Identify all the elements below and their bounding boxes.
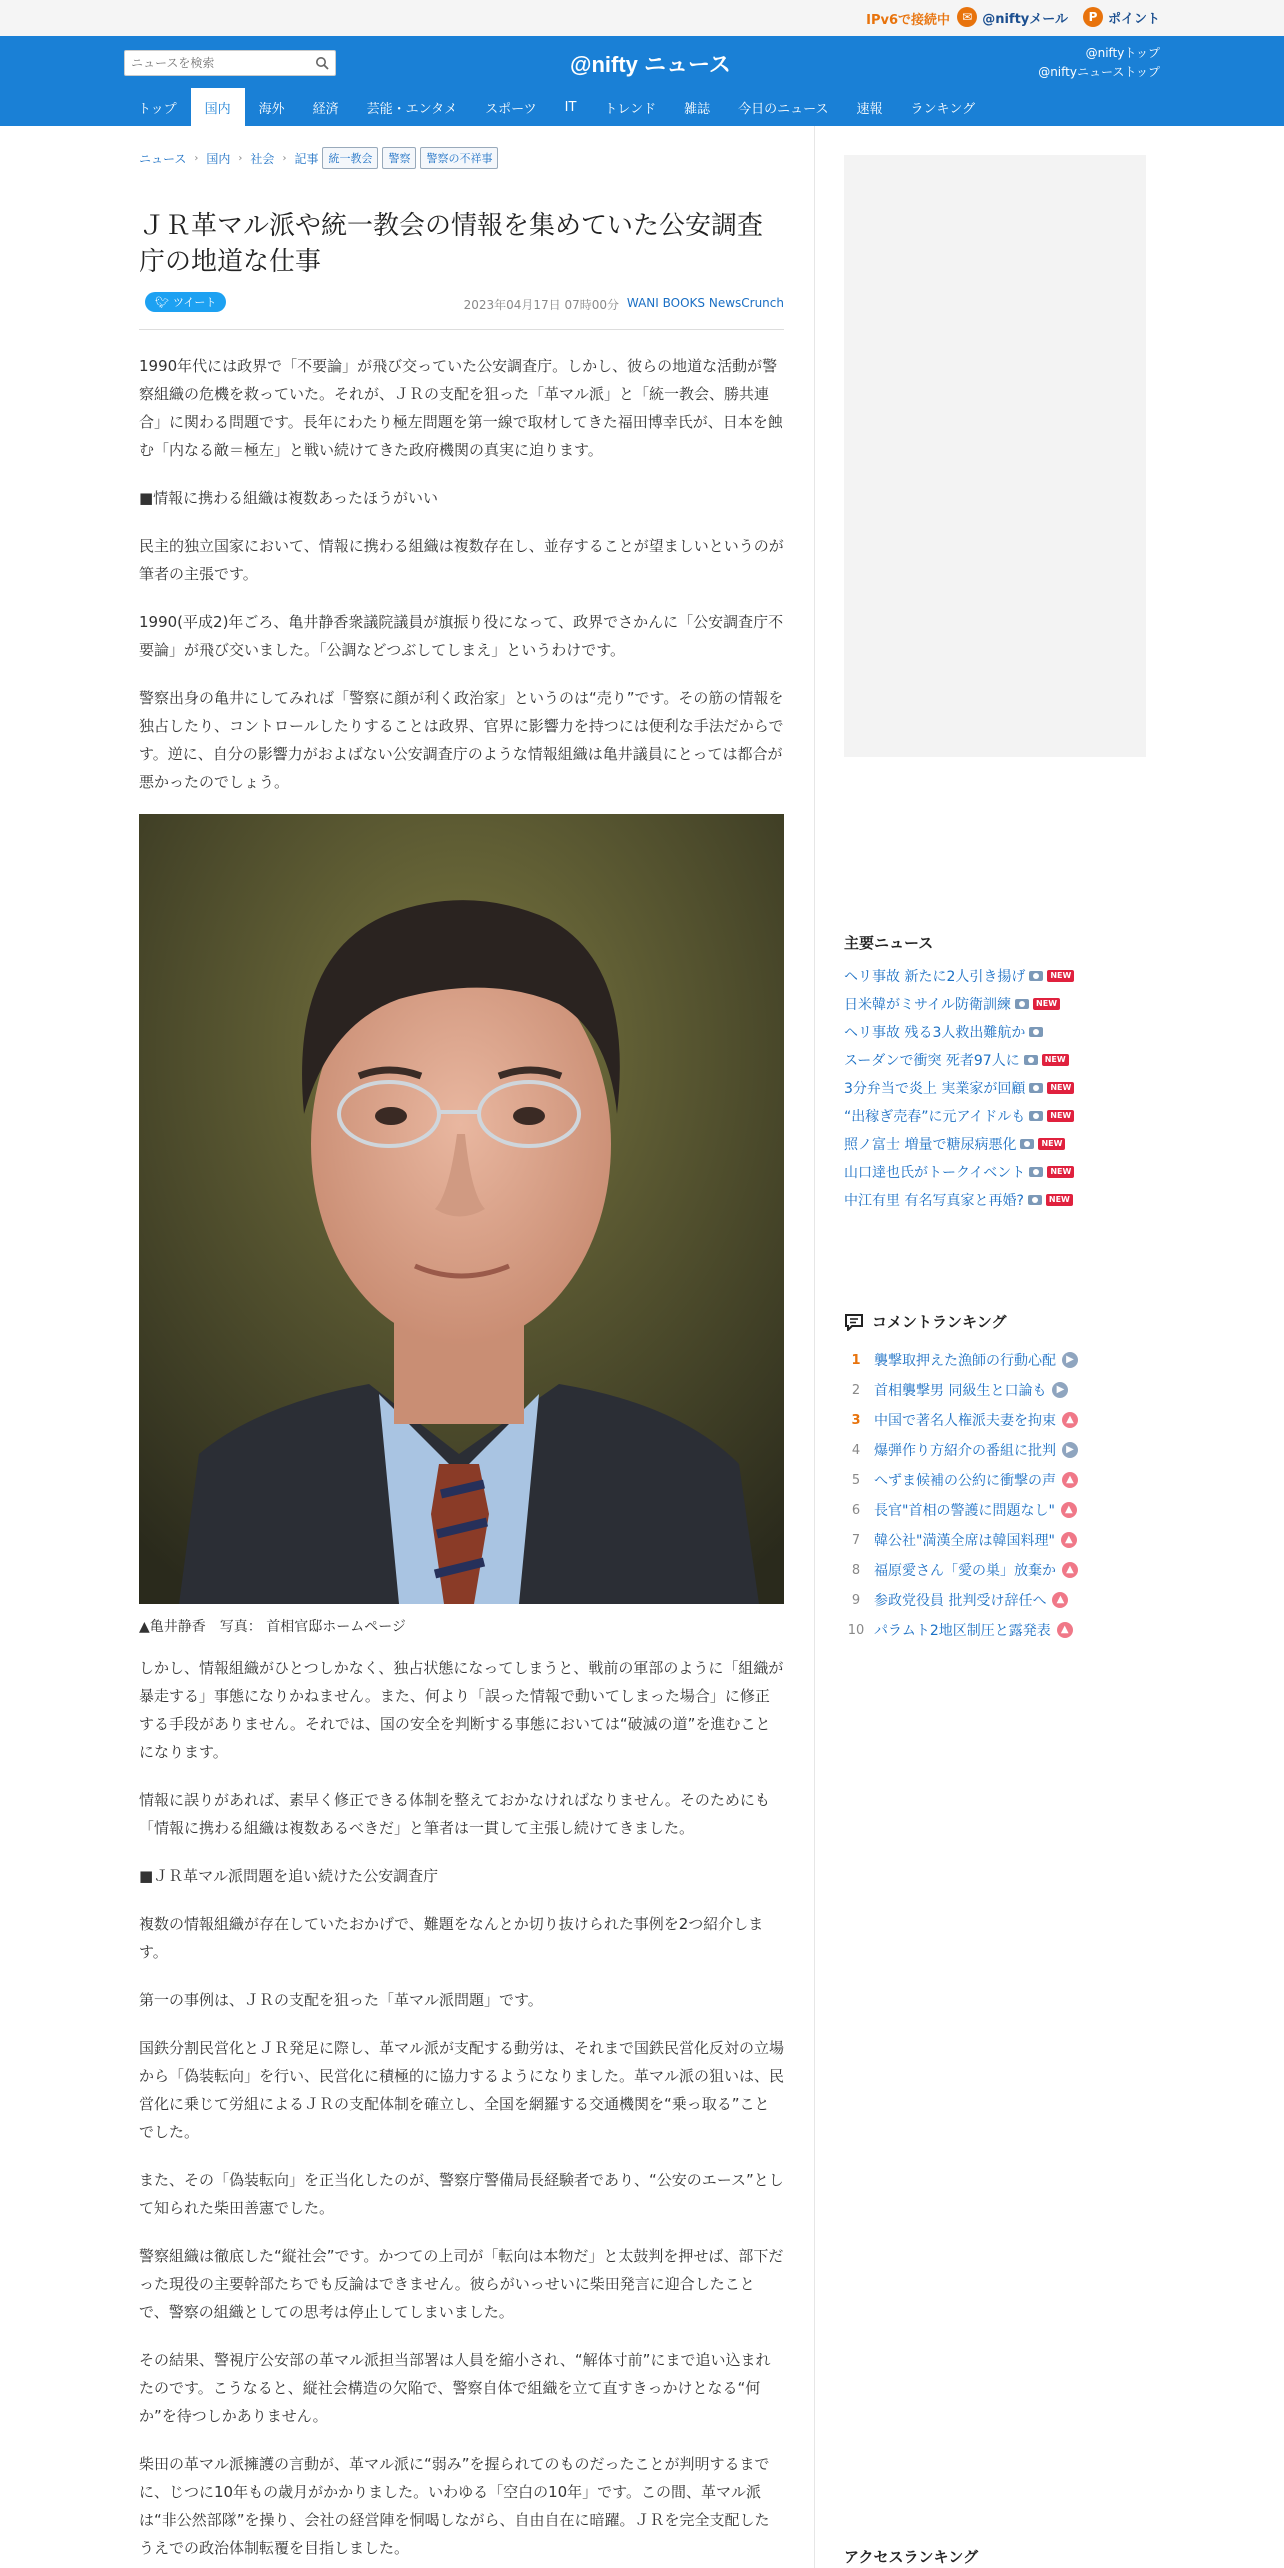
mail-icon: ✉	[957, 7, 977, 27]
trend-up-icon: ▲	[1061, 1502, 1077, 1518]
breadcrumb-item[interactable]: 社会	[250, 151, 275, 166]
article-photo	[139, 814, 784, 1604]
major-news-text: ヘリ事故 残る3人救出難航か	[844, 1025, 1026, 1041]
major-news-text: スーダンで衝突 死者97人に	[844, 1053, 1020, 1069]
topic-tag[interactable]: 警察	[382, 147, 416, 169]
comment-icon	[844, 1313, 864, 1331]
rank-text: 中国で著名人権派夫妻を拘束	[874, 1413, 1056, 1429]
rank-text: 長官"首相の警護に問題なし"	[874, 1503, 1055, 1519]
nav-tab-3[interactable]: 経済	[312, 101, 339, 117]
search-box	[124, 50, 336, 76]
nav-tab-9[interactable]: 今日のニュース	[738, 101, 829, 117]
new-badge: NEW	[1038, 1138, 1065, 1150]
article-meta	[139, 290, 784, 330]
article-paragraph: 国鉄分割民営化とＪＲ発足に際し、革マル派が支配する動労は、それまで国鉄民営化反対の立場から「偽装転向」を行い、民営化に積極的に協力するようになりました。革マル派の狙いは、民営化に乗じて労組によるＪＲの支配体制を確立し、全国を網羅する交通機関を“乗っ取る”ことでした。	[139, 2039, 785, 2141]
nav-tab-0[interactable]: トップ	[138, 101, 177, 117]
nifty-news-top-link[interactable]: @niftyニューストップ	[1038, 65, 1160, 79]
search-icon[interactable]	[315, 56, 329, 70]
article-paragraph: ■情報に携わる組織は複数あったほうがいい	[139, 489, 439, 507]
rank-number: 3	[851, 1412, 861, 1428]
topic-tag[interactable]: 警察の不祥事	[420, 147, 498, 169]
rank-text: 韓公社"満漢全席は韓国料理"	[874, 1533, 1055, 1549]
nifty-mail-label: @niftyメール	[982, 11, 1068, 27]
major-news-list	[844, 962, 1144, 1214]
major-news-text: 照ノ富士 増量で糖尿病悪化	[844, 1137, 1017, 1153]
major-news-item[interactable]	[844, 1186, 1144, 1214]
comment-ranking-item[interactable]	[844, 1405, 1164, 1435]
article-paragraph: また、その「偽装転向」を正当化したのが、警察庁警備局長経験者であり、“公安のエース”として知られた柴田善憲でした。	[139, 2171, 784, 2217]
nav-tab-8[interactable]: 雑誌	[684, 101, 711, 117]
major-news-text: ヘリ事故 新たに2人引き揚げ	[844, 969, 1026, 985]
column-divider	[814, 126, 815, 2568]
trend-flat-icon: ▶	[1062, 1442, 1078, 1458]
article-paragraph: ■ＪＲ革マル派問題を追い続けた公安調査庁	[139, 1867, 439, 1885]
article-paragraph: 情報に誤りがあれば、素早く修正できる体制を整えておかなければなりません。そのためにも「情報に携わる組織は複数あるべきだ」と筆者は一貫して主張し続けてきました。	[139, 1791, 770, 1837]
article-paragraph: しかし、情報組織がひとつしかなく、独占状態になってしまうと、戦前の軍部のように「組織が暴走する」事態になりかねません。また、何より「誤った情報で動いてしまった場合」に修正する手段がありません。それでは、国の安全を判断する事態においては“破滅の道”を進むことになります。	[139, 1659, 784, 1761]
new-badge: NEW	[1046, 1194, 1073, 1206]
trend-up-icon: ▲	[1057, 1622, 1073, 1638]
rank-text: 爆弾作り方紹介の番組に批判	[874, 1443, 1056, 1459]
camera-icon	[1029, 1167, 1043, 1177]
major-news-text: 中江有里 有名写真家と再婚?	[844, 1193, 1024, 1209]
site-header	[0, 36, 1284, 126]
nav-tab-6[interactable]: IT	[564, 99, 577, 115]
trend-up-icon: ▲	[1062, 1562, 1078, 1578]
major-news-text: 山口達也氏がトークイベント	[844, 1165, 1026, 1181]
ipv6-status[interactable]: IPv6で接続中	[866, 13, 950, 28]
camera-icon	[1028, 1195, 1042, 1205]
major-news-item[interactable]	[844, 1046, 1144, 1074]
tweet-button[interactable]	[145, 292, 226, 312]
article-paragraph: その結果、警視庁公安部の革マル派担当部署は人員を縮小され、“解体寸前”にまで追い込まれたのです。こうなると、縦社会構造の欠陥で、警察自体で組織を立て直すきっかけとなる“何か”を待つしかありません。	[139, 2351, 771, 2425]
twitter-bird-icon: 🐦︎	[155, 295, 169, 309]
nav-tab-4[interactable]: 芸能・エンタメ	[366, 101, 458, 117]
search-input[interactable]	[125, 51, 305, 75]
comment-ranking-item[interactable]	[844, 1345, 1164, 1375]
rank-number: 6	[851, 1502, 861, 1518]
header-links	[1038, 44, 1160, 82]
photo-caption: ▲亀井静香 写真： 首相官邸ホームページ	[139, 1619, 406, 1635]
major-news-text: 日米韓がミサイル防衛訓練	[844, 997, 1012, 1013]
site-logo[interactable]: @nifty ニュース	[570, 52, 731, 77]
breadcrumb-separator-icon: ›	[238, 152, 243, 164]
point-icon: P	[1083, 7, 1103, 27]
comment-ranking-list	[844, 1345, 1164, 1645]
ad-placeholder	[844, 155, 1146, 757]
article-column	[139, 146, 784, 2562]
camera-icon	[1029, 1027, 1043, 1037]
point-label: ポイント	[1107, 11, 1160, 27]
major-news-item[interactable]	[844, 962, 1144, 990]
new-badge: NEW	[1033, 998, 1060, 1010]
camera-icon	[1020, 1139, 1034, 1149]
nav-tab-7[interactable]: トレンド	[604, 101, 657, 117]
article-body-bottom	[139, 1654, 784, 2562]
rank-text: 襲撃取押えた漁師の行動心配	[874, 1353, 1056, 1369]
comment-ranking-heading	[844, 1311, 1007, 1332]
trend-up-icon: ▲	[1052, 1592, 1068, 1608]
rank-number: 7	[851, 1532, 861, 1548]
breadcrumb-item[interactable]: 国内	[206, 151, 231, 166]
nifty-mail-link[interactable]	[957, 6, 1068, 28]
nifty-top-link[interactable]: @niftyトップ	[1085, 46, 1160, 60]
rank-text: へずま候補の公約に衝撃の声	[874, 1473, 1056, 1489]
major-news-item[interactable]	[844, 1018, 1144, 1046]
breadcrumb-item[interactable]: ニュース	[139, 151, 187, 166]
major-news-text: 3分弁当で炎上 実業家が回顧	[844, 1081, 1026, 1097]
article-body-top	[139, 352, 784, 796]
main-nav	[124, 88, 989, 126]
comment-ranking-item[interactable]	[844, 1615, 1164, 1645]
camera-icon	[1029, 1083, 1043, 1093]
camera-icon	[1029, 1111, 1043, 1121]
major-news-item[interactable]	[844, 1130, 1144, 1158]
new-badge: NEW	[1042, 1054, 1069, 1066]
breadcrumb-separator-icon: ›	[194, 152, 199, 164]
tweet-label: ツイート	[172, 296, 217, 309]
nav-tab-2[interactable]: 海外	[258, 101, 285, 117]
breadcrumb	[139, 146, 784, 170]
comment-ranking-item[interactable]	[844, 1435, 1164, 1465]
comment-ranking-item[interactable]	[844, 1465, 1164, 1495]
article-paragraph: 民主的独立国家において、情報に携わる組織は複数存在し、並存することが望ましいというのが筆者の主張です。	[139, 537, 784, 583]
major-news-heading: 主要ニュース	[844, 934, 934, 952]
article-paragraph: 1990(平成2)年ごろ、亀井静香衆議院議員が旗振り役になって、政界でさかんに「公安調査庁不要論」が飛び交いました。「公調などつぶしてしまえ」というわけです。	[139, 613, 784, 659]
article-date: 2023年04月17日 07時00分	[463, 298, 619, 312]
article-source[interactable]: WANI BOOKS NewsCrunch	[626, 296, 784, 310]
access-ranking-heading: アクセスランキング	[844, 2548, 979, 2566]
point-link[interactable]	[1083, 6, 1160, 28]
rank-text: 参政党役員 批判受け辞任へ	[874, 1593, 1047, 1609]
rank-number: 1	[851, 1352, 861, 1368]
rank-number: 5	[851, 1472, 861, 1488]
rank-number: 2	[851, 1382, 861, 1398]
rank-text: 首相襲撃男 同級生と口論も	[874, 1383, 1047, 1399]
rank-number: 8	[851, 1562, 861, 1578]
new-badge: NEW	[1047, 1082, 1074, 1094]
nav-tab-10[interactable]: 速報	[856, 101, 883, 117]
comment-ranking-item[interactable]	[844, 1525, 1164, 1555]
utility-bar	[0, 0, 1284, 36]
major-news-item[interactable]	[844, 1102, 1144, 1130]
article-paragraph: 第一の事例は、ＪＲの支配を狙った「革マル派問題」です。	[139, 1991, 543, 2009]
article-paragraph: 1990年代には政界で「不要論」が飛び交っていた公安調査庁。しかし、彼らの地道な活動が警察組織の危機を救っていた。それが、ＪＲの支配を狙った「革マル派」と「統一教会、勝共連合」に関わる問題です。長年にわたり極左問題を第一線で取材してきた福田博幸氏が、日本を蝕む「内なる敵＝極左」と戦い続けてきた政府機関の真実に迫ります。	[139, 357, 783, 459]
new-badge: NEW	[1047, 1110, 1074, 1122]
camera-icon	[1029, 971, 1043, 981]
new-badge: NEW	[1047, 970, 1074, 982]
comment-ranking-item[interactable]	[844, 1375, 1164, 1405]
camera-icon	[1015, 999, 1029, 1009]
trend-up-icon: ▲	[1062, 1472, 1078, 1488]
rank-text: パラムト2地区制圧と露発表	[874, 1623, 1051, 1639]
nav-tab-5[interactable]: スポーツ	[485, 101, 537, 117]
comment-ranking-item[interactable]	[844, 1495, 1164, 1525]
new-badge: NEW	[1047, 1166, 1074, 1178]
comment-ranking-item[interactable]	[844, 1585, 1164, 1615]
comment-ranking-title: コメントランキング	[872, 1313, 1007, 1331]
major-news-item[interactable]	[844, 1158, 1144, 1186]
nav-tab-11[interactable]: ランキング	[910, 101, 976, 117]
trend-flat-icon: ▶	[1052, 1382, 1068, 1398]
article-paragraph: 複数の情報組織が存在していたおかげで、難題をなんとか切り抜けられた事例を2つ紹介します。	[139, 1915, 764, 1961]
rank-text: 福原愛さん「愛の巣」放棄か	[874, 1563, 1056, 1579]
portrait-illustration	[139, 814, 784, 1604]
article-paragraph: 警察出身の亀井にしてみれば「警察に顔が利く政治家」というのは“売り”です。その筋の情報を独占したり、コントロールしたりすることは政界、官界に影響力を持つには便利な手法だからです。逆に、自分の影響力がおよばない公安調査庁のような情報組織は亀井議員にとっては都合が悪かったのでしょう。	[139, 689, 784, 791]
rank-number: 9	[851, 1592, 861, 1608]
breadcrumb-separator-icon: ›	[282, 152, 287, 164]
topic-tag[interactable]: 統一教会	[322, 147, 378, 169]
rank-number: 10	[847, 1622, 865, 1638]
breadcrumb-item[interactable]: 記事	[294, 151, 319, 166]
camera-icon	[1024, 1055, 1038, 1065]
trend-up-icon: ▲	[1061, 1532, 1077, 1548]
article-paragraph: 警察組織は徹底した“縦社会”です。かつての上司が「転向は本物だ」と太鼓判を押せば、部下だった現役の主要幹部たちでも反論はできません。彼らがいっせいに柴田発言に迎合したことで、警察の組織としての思考は停止してしまいました。	[139, 2247, 784, 2321]
article-paragraph: 柴田の革マル派擁護の言動が、革マル派に“弱み”を握られてのものだったことが判明するまでに、じつに10年もの歳月がかかりました。いわゆる「空白の10年」です。この間、革マル派は“非公然部隊”を操り、会社の経営陣を恫喝しながら、自由自在に暗躍。ＪＲを完全支配したうえでの政治体制転覆を目指しました。	[139, 2455, 770, 2557]
comment-ranking-item[interactable]	[844, 1555, 1164, 1585]
major-news-text: “出稼ぎ売春”に元アイドルも	[844, 1109, 1026, 1125]
rank-number: 4	[851, 1442, 861, 1458]
trend-up-icon: ▲	[1062, 1412, 1078, 1428]
major-news-item[interactable]	[844, 1074, 1144, 1102]
nav-tab-1[interactable]: 国内	[191, 88, 245, 126]
article-title: ＪＲ革マル派や統一教会の情報を集めていた公安調査庁の地道な仕事	[139, 211, 764, 277]
trend-flat-icon: ▶	[1062, 1352, 1078, 1368]
major-news-item[interactable]	[844, 990, 1144, 1018]
